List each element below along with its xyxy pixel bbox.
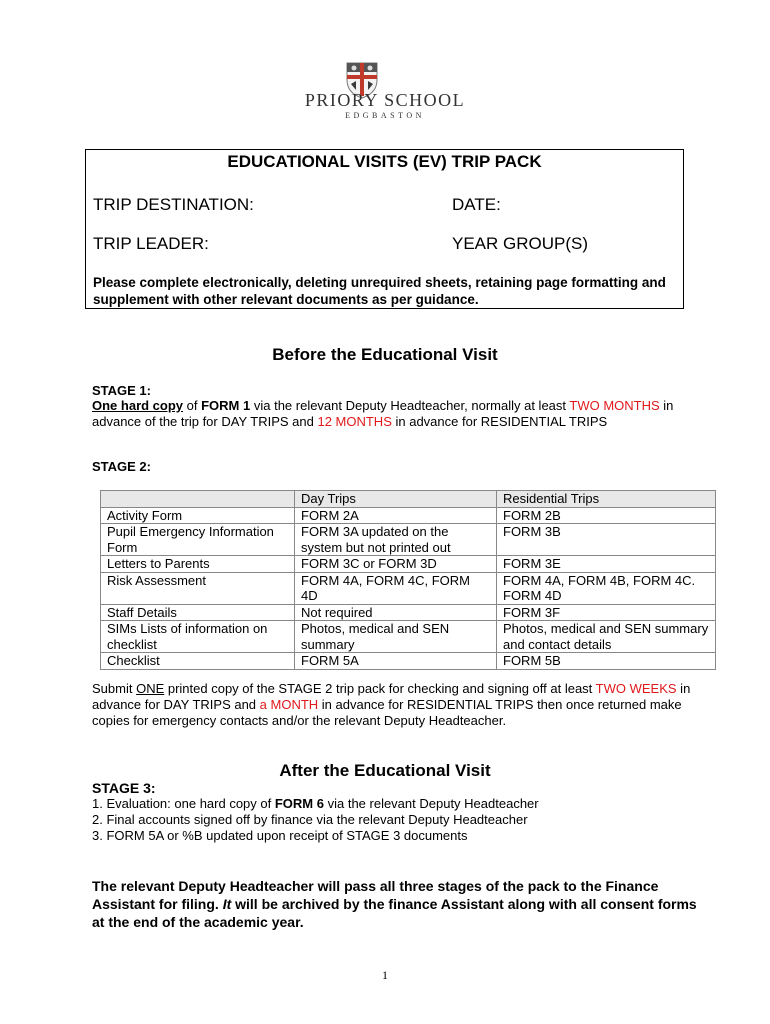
table-row [101,507,716,524]
table-cell: FORM 4A, FORM 4B, FORM 4C. FORM 4D [497,572,716,604]
table-row [101,653,716,670]
a-month-text: a MONTH [259,697,319,712]
year-group-label: YEAR GROUP(S) [452,234,589,253]
table-cell: Photos, medical and SEN summary and contact details [497,621,716,653]
stage1-text [92,398,702,430]
form6-text: FORM 6 [274,796,324,811]
table-cell: FORM 3E [497,556,716,573]
list-item [92,796,539,812]
table-row [101,621,716,653]
submit-text-1: Submit [92,681,137,696]
table-cell: FORM 3F [497,604,716,621]
twelve-months-text: 12 MONTHS [317,414,392,429]
table-header-row [101,491,716,508]
table-cell: Staff Details [101,604,295,621]
submit-text-3: in advance for DAY TRIPS and [92,681,691,712]
stage1-text-2: in advance of the trip for DAY TRIPS and [92,398,674,429]
table-cell: Pupil Emergency Information Form [101,524,295,556]
table-cell: SIMs Lists of information on checklist [101,621,295,653]
two-weeks-text: TWO WEEKS [595,681,677,696]
item1-text-pre: 1. Evaluation: one hard copy of [92,796,275,811]
before-visit-heading: Before the Educational Visit [272,345,498,364]
stage2-forms-table [100,490,716,670]
list-item: 3. FORM 5A or %B updated upon receipt of STAGE 3 documents [92,828,468,843]
list-item: 2. Final accounts signed off by finance via the relevant Deputy Headteacher [92,812,528,827]
stage2-heading: STAGE 2: [92,459,151,474]
table-header-cell: Residential Trips [497,491,716,508]
submit-text-4: in advance for RESIDENTIAL TRIPS then once returned make copies for emergency contacts and/or the relevant Deputy Headteacher. [92,697,682,728]
table-cell: FORM 5B [497,653,716,670]
stage1-text-3: in advance for RESIDENTIAL TRIPS [391,414,608,429]
table-cell: Not required [295,604,497,621]
trip-destination-label: TRIP DESTINATION: [93,195,254,214]
completion-instructions: Please complete electronically, deleting unrequired sheets, retaining page formatting and supplement with other relevant documents as per guidance. [93,275,666,307]
one-text: ONE [136,681,165,696]
stage1-text-1: via the relevant Deputy Headteacher, normally at least [250,398,570,413]
table-cell: FORM 2B [497,507,716,524]
table-row [101,572,716,604]
form1-text: FORM 1 [201,398,251,413]
table-cell: FORM 2A [295,507,497,524]
stage3-list [92,796,539,844]
page-number: 1 [382,968,388,982]
stage1-heading: STAGE 1: [92,383,151,398]
table-cell: Checklist [101,653,295,670]
table-cell: Activity Form [101,507,295,524]
school-location: EDGBASTON [345,111,425,120]
after-visit-heading: After the Educational Visit [279,761,491,780]
stage2-submit-text [92,681,702,729]
archive-note-it: It [222,896,232,912]
table-cell: FORM 3A updated on the system but not printed out [295,524,497,556]
school-name: PRIORY SCHOOL [304,90,466,110]
trip-leader-label: TRIP LEADER: [93,234,209,253]
table-row [101,524,716,556]
date-label: DATE: [452,195,501,214]
table-cell: Photos, medical and SEN summary [295,621,497,653]
item1-text-post: via the relevant Deputy Headteacher [323,796,539,811]
trip-pack-title: EDUCATIONAL VISITS (EV) TRIP PACK [227,152,542,171]
archive-note [92,877,712,931]
table-cell: FORM 3C or FORM 3D [295,556,497,573]
table-cell: FORM 4A, FORM 4C, FORM 4D [295,572,497,604]
table-cell: FORM 5A [295,653,497,670]
trip-details-box [85,149,684,309]
archive-note-pre: The relevant Deputy Headteacher will pass all three stages of the pack to the Finance Assistant for filing. [92,878,659,912]
table-header-cell [101,491,295,508]
table-cell: Letters to Parents [101,556,295,573]
table-header-cell: Day Trips [295,491,497,508]
stage3-heading: STAGE 3: [92,780,156,796]
submit-text-2: printed copy of the STAGE 2 trip pack for checking and signing off at least [164,681,596,696]
hard-copy-text: One hard copy [92,398,184,413]
stage1-of-text: of [183,398,202,413]
table-cell: FORM 3B [497,524,716,556]
table-cell: Risk Assessment [101,572,295,604]
archive-note-post: will be archived by the finance Assistant along with all consent forms at the end of the academic year. [92,896,697,930]
two-months-text: TWO MONTHS [569,398,660,413]
table-row [101,556,716,573]
table-row [101,604,716,621]
